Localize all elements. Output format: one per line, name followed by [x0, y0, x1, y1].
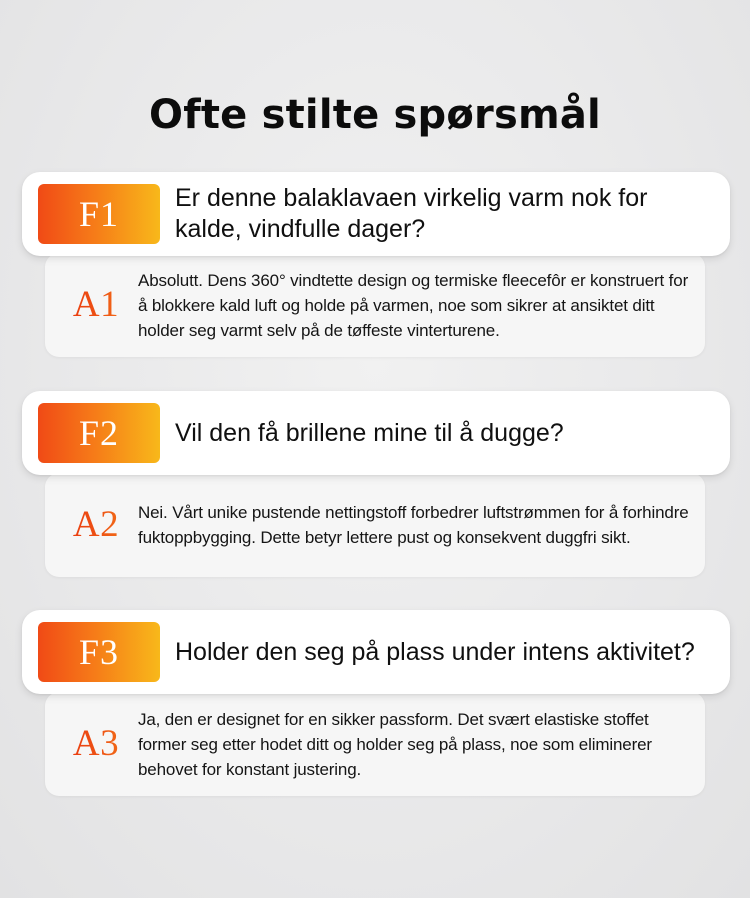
- answer-text-3: Ja, den er designet for en sikker passform. Det svært elastiske stoffet former seg etter hodet ditt og holder seg på plass, noe som eliminerer behovet for konstant justering.: [138, 709, 652, 779]
- faq-answer-2: [45, 473, 705, 577]
- faq-question-1[interactable]: [22, 172, 730, 256]
- question-badge-2: F2: [38, 403, 160, 463]
- answer-label-1: A1: [55, 253, 137, 357]
- question-badge-1: F1: [38, 184, 160, 244]
- answer-label-2: A2: [55, 473, 137, 577]
- faq-question-2[interactable]: [22, 391, 730, 475]
- faq-answer-3: [45, 692, 705, 796]
- faq-answer-1: [45, 253, 705, 357]
- question-text-2: Vil den få brillene mine til å dugge?: [175, 418, 564, 447]
- question-text-1: Er denne balaklavaen virkelig varm nok for kalde, vindfulle dager?: [175, 184, 648, 243]
- faq-question-3[interactable]: [22, 610, 730, 694]
- page-title: Ofte stilte spørsmål: [149, 92, 601, 138]
- question-badge-3: F3: [38, 622, 160, 682]
- answer-text-2: Nei. Vårt unike pustende nettingstoff forbedrer luftstrømmen for å forhindre fuktoppbygging. Dette betyr lettere pust og konsekvent duggfri sikt.: [138, 503, 689, 547]
- answer-text-1: Absolutt. Dens 360° vindtette design og termiske fleecefôr er konstruert for å blokkere kald luft og holde på varmen, noe som sikrer at ansiktet ditt holder seg varmt selv på de tøffeste vinterturene.: [138, 270, 689, 340]
- question-text-3: Holder den seg på plass under intens aktivitet?: [175, 637, 695, 666]
- answer-label-3: A3: [55, 692, 137, 796]
